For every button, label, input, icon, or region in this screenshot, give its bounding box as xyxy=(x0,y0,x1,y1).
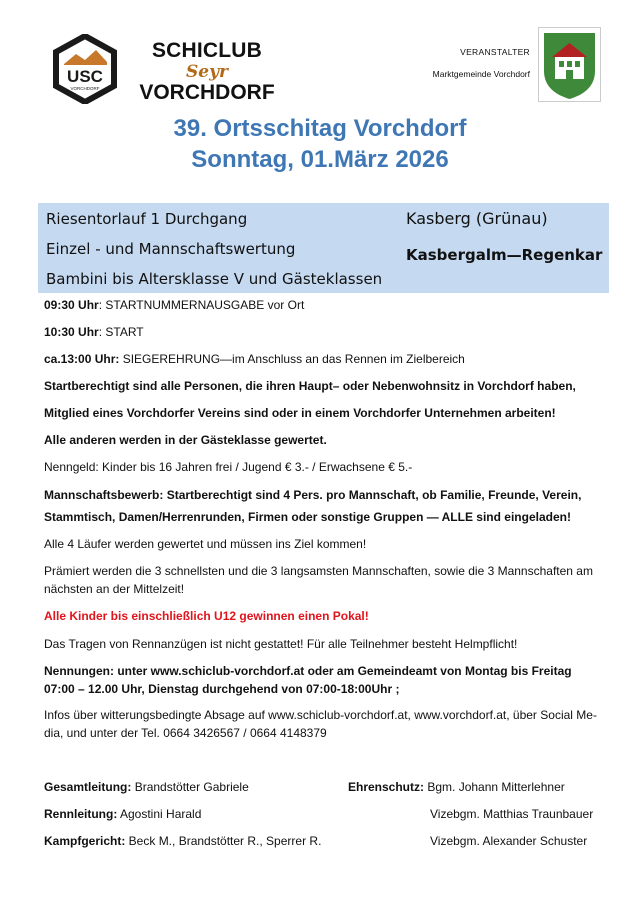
race-classes: Bambini bis Altersklasse V und Gästeklassen xyxy=(46,270,383,288)
awards-line2: nächsten an der Mittelzeit! xyxy=(44,582,185,596)
credit-value: Brandstötter Gabriele xyxy=(131,780,249,794)
eligibility-line1: Startberechtigt sind alle Personen, die ihren Haupt– oder Nebenwohnsitz in Vorchdorf haben, xyxy=(44,379,576,393)
organizer-name: Marktgemeinde Vorchdorf xyxy=(432,69,530,79)
team-event-line1: Mannschaftsbewerb: Startberechtigt sind 4 Pers. pro Mannschaft, ob Familie, Freunde, Verein, xyxy=(44,488,582,502)
credit-patronage xyxy=(348,779,565,796)
schedule-bib-pickup xyxy=(44,297,614,314)
schedule-time: 10:30 Uhr xyxy=(44,325,99,339)
municipal-crest-icon xyxy=(538,27,601,102)
credit-jury xyxy=(44,833,321,850)
kids-trophy-note: Alle Kinder bis einschließlich U12 gewinnen einen Pokal! xyxy=(44,609,369,623)
credit-patron-3: Vizebgm. Alexander Schuster xyxy=(430,834,588,848)
club-name-line1: SCHICLUB xyxy=(151,39,263,62)
credit-overall-lead xyxy=(44,779,249,796)
schedule-text: : STARTNUMMERNAUSGABE vor Ort xyxy=(98,298,305,312)
credit-label: Kampfgericht: xyxy=(44,834,126,848)
sponsor-logo: Seyr xyxy=(186,62,228,82)
race-format: Riesentorlauf 1 Durchgang xyxy=(46,210,248,228)
usc-logo-subtext: VORCHDORF xyxy=(70,86,100,91)
team-scoring: Alle 4 Läufer werden gewertet und müssen ins Ziel kommen! xyxy=(44,537,367,551)
race-scoring: Einzel - und Mannschaftswertung xyxy=(46,240,296,258)
credit-race-director xyxy=(44,806,201,823)
race-location: Kasberg (Grünau) xyxy=(406,209,548,228)
usc-logo-text: USC xyxy=(67,67,103,86)
credit-value: Agostini Harald xyxy=(117,807,202,821)
registration-line1: Nennungen: unter www.schiclub-vorchdorf.at oder am Gemeindeamt von Montag bis Freitag xyxy=(44,664,572,678)
schedule-time: ca.13:00 Uhr: xyxy=(44,352,120,366)
team-event-line2: Stammtisch, Damen/Herrenrunden, Firmen oder sonstige Gruppen — ALLE sind eingeladen! xyxy=(44,510,571,524)
schedule-text: SIEGEREHRUNG—im Anschluss an das Rennen im Zielbereich xyxy=(119,352,465,366)
organizer-label: VERANSTALTER xyxy=(460,47,530,57)
event-title: 39. Ortsschitag Vorchdorf xyxy=(173,115,467,142)
helmet-rule: Das Tragen von Rennanzügen ist nicht gestattet! Für alle Teilnehmer besteht Helmpflicht! xyxy=(44,637,518,651)
club-name xyxy=(132,40,282,104)
credit-value: Bgm. Johann Mitterlehner xyxy=(424,780,565,794)
credit-value: Beck M., Brandstötter R., Sperrer R. xyxy=(125,834,322,848)
race-course: Kasbergalm—Regenkar xyxy=(406,246,603,264)
registration-line2: 07:00 – 12.00 Uhr, Dienstag durchgehend von 07:00-18:00Uhr ; xyxy=(44,682,400,696)
schedule-start xyxy=(44,324,614,341)
schedule-time: 09:30 Uhr xyxy=(44,298,99,312)
race-info-box xyxy=(38,203,609,293)
organizer xyxy=(433,46,530,80)
awards-line1: Prämiert werden die 3 schnellsten und die 3 langsamsten Mannschaften, sowie die 3 Mannschaften am xyxy=(44,564,593,578)
usc-logo xyxy=(50,34,120,104)
club-name-line3: VORCHDORF xyxy=(139,81,275,104)
entry-fee: Nenngeld: Kinder bis 16 Jahren frei / Jugend € 3.- / Erwachsene € 5.- xyxy=(44,460,413,474)
cancellation-info-line1: Infos über witterungsbedingte Absage auf www.schiclub-vorchdorf.at, www.vorchdorf.at, über Social Me- xyxy=(44,708,597,722)
credit-label: Rennleitung: xyxy=(44,807,118,821)
event-date: Sonntag, 01.März 2026 xyxy=(191,146,449,173)
credit-label: Ehrenschutz: xyxy=(348,780,425,794)
credit-patron-2: Vizebgm. Matthias Traunbauer xyxy=(430,807,594,821)
eligibility-line2: Mitglied eines Vorchdorfer Vereins sind oder in einem Vorchdorfer Unternehmen arbeiten! xyxy=(44,406,556,420)
credit-label: Gesamtleitung: xyxy=(44,780,132,794)
cancellation-info-line2: dia, und unter der Tel. 0664 3426567 / 0664 4148379 xyxy=(44,726,327,740)
schedule-text: : START xyxy=(98,325,144,339)
schedule-ceremony xyxy=(44,351,614,368)
guest-class-note: Alle anderen werden in der Gästeklasse gewertet. xyxy=(44,433,327,447)
